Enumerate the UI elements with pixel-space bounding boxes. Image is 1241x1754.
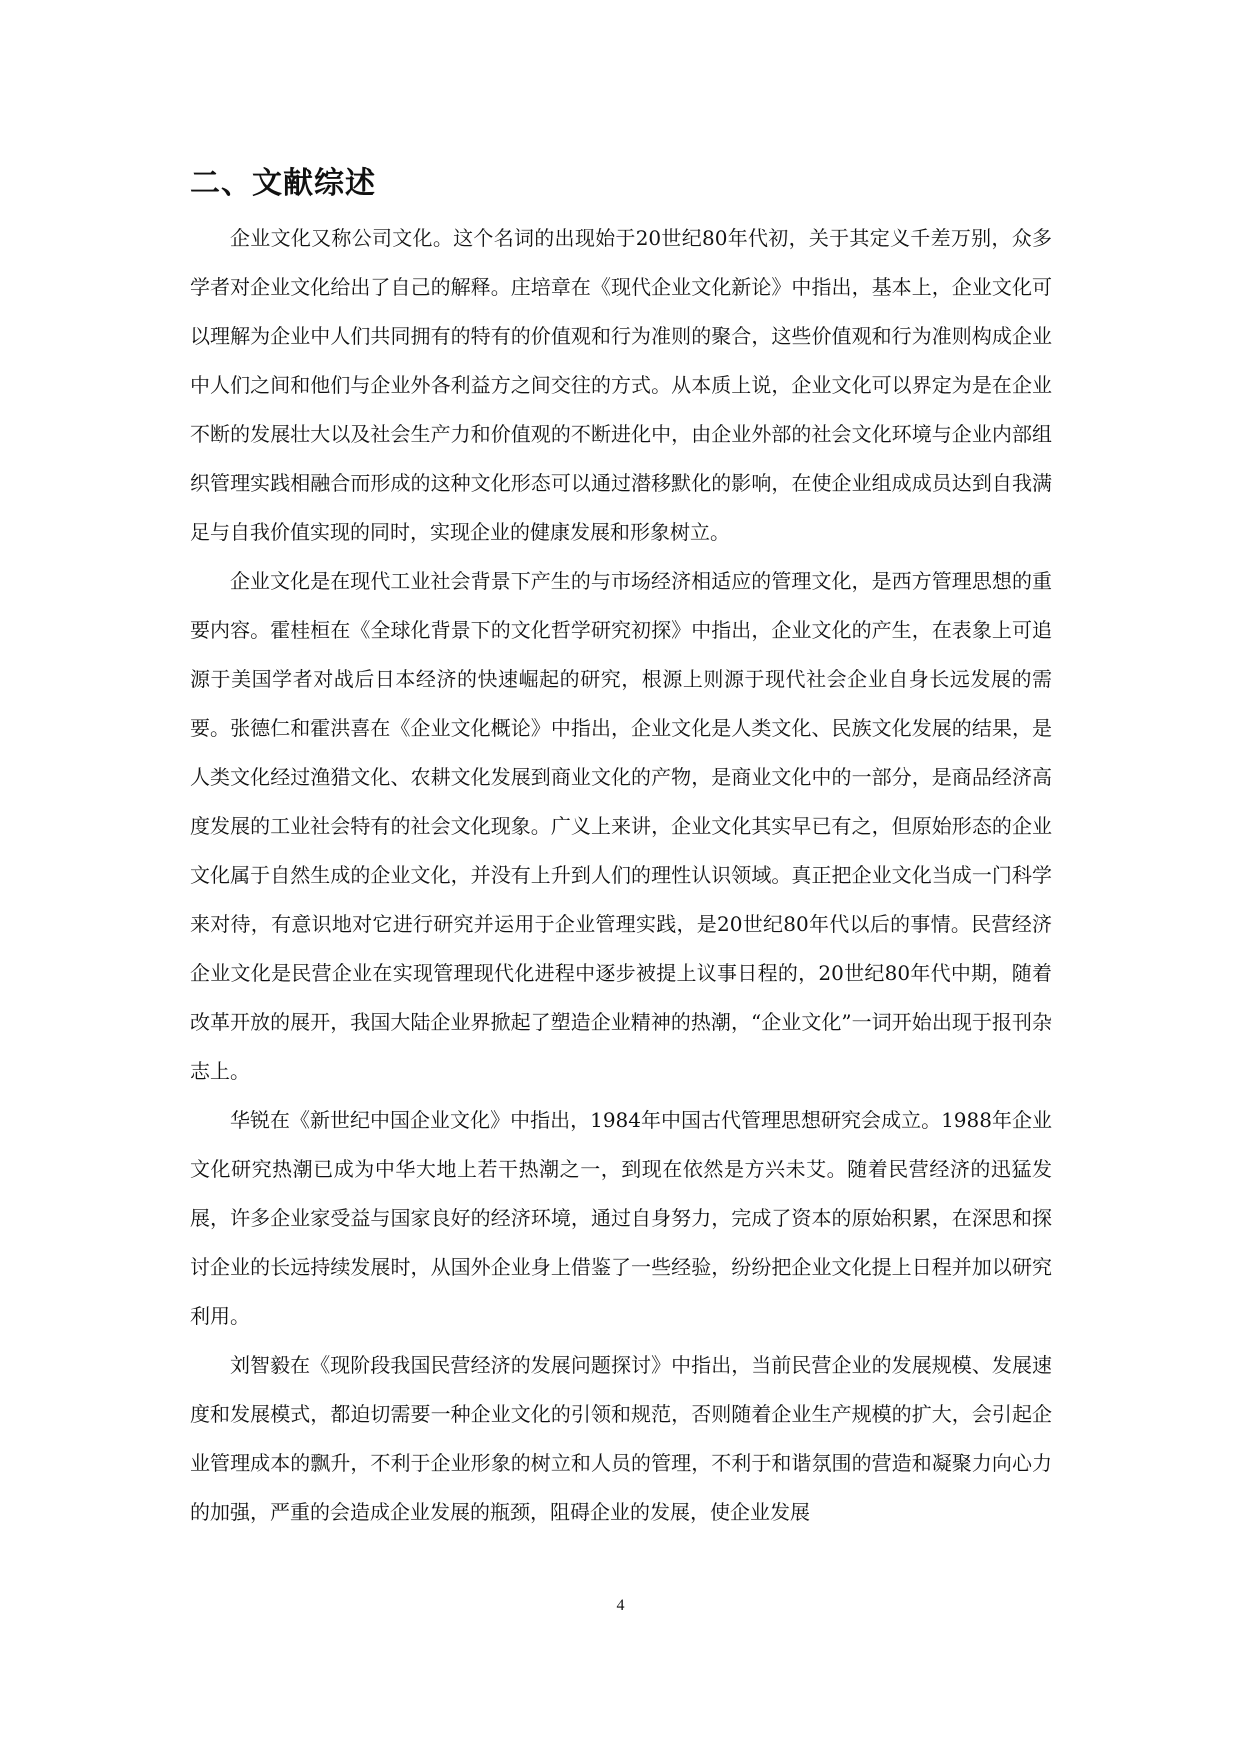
page-number: 4 [616,1597,625,1614]
section-heading: 二、文献综述 [190,166,376,201]
paragraph-1: 企业文化又称公司文化。这个名词的出现始于20世纪80年代初，关于其定义千差万别，众多学者对企业文化给出了自己的解释。庄培章在《现代企业文化新论》中指出，基本上，企业文化可以理解为企业中人们共同拥有的特有的价值观和行为准则的聚合，这些价值观和行为准则构成企业中人们之间和他们与企业外各利益方之间交往的方式。从本质上说，企业文化可以界定为是在企业不断的发展壮大以及社会生产力和价值观的不断进化中，由企业外部的社会文化环境与企业内部组织管理实践相融合而形成的这种文化形态可以通过潜移默化的影响，在使企业组成成员达到自我满足与自我价值实现的同时，实现企业的健康发展和形象树立。 [190,226,1052,544]
section-body [190,214,1052,1537]
paragraph-2: 企业文化是在现代工业社会背景下产生的与市场经济相适应的管理文化，是西方管理思想的重要内容。霍桂桓在《全球化背景下的文化哲学研究初探》中指出，企业文化的产生，在表象上可追源于美国学者对战后日本经济的快速崛起的研究，根源上则源于现代社会企业自身长远发展的需要。张德仁和霍洪喜在《企业文化概论》中指出，企业文化是人类文化、民族文化发展的结果，是人类文化经过渔猎文化、农耕文化发展到商业文化的产物，是商业文化中的一部分，是商品经济高度发展的工业社会特有的社会文化现象。广义上来讲，企业文化其实早已有之，但原始形态的企业文化属于自然生成的企业文化，并没有上升到人们的理性认识领域。真正把企业文化当成一门科学来对待，有意识地对它进行研究并运用于企业管理实践，是20世纪80年代以后的事情。民营经济企业文化是民营企业在实现管理现代化进程中逐步被提上议事日程的，20世纪80年代中期，随着改革开放的展开，我国大陆企业界掀起了塑造企业精神的热潮，“企业文化”一词开始出现于报刊杂志上。 [190,569,1052,1083]
paragraph-3: 华锐在《新世纪中国企业文化》中指出，1984年中国古代管理思想研究会成立。1988年企业文化研究热潮已成为中华大地上若干热潮之一，到现在依然是方兴未艾。随着民营经济的迅猛发展，许多企业家受益与国家良好的经济环境，通过自身努力，完成了资本的原始积累，在深思和探讨企业的长远持续发展时，从国外企业身上借鉴了一些经验，纷纷把企业文化提上日程并加以研究利用。 [190,1108,1052,1328]
paragraph-4: 刘智毅在《现阶段我国民营经济的发展问题探讨》中指出，当前民营企业的发展规模、发展速度和发展模式，都迫切需要一种企业文化的引领和规范，否则随着企业生产规模的扩大，会引起企业管理成本的飘升，不利于企业形象的树立和人员的管理，不利于和谐氛围的营造和凝聚力向心力的加强，严重的会造成企业发展的瓶颈，阻碍企业的发展，使企业发展 [190,1353,1052,1524]
